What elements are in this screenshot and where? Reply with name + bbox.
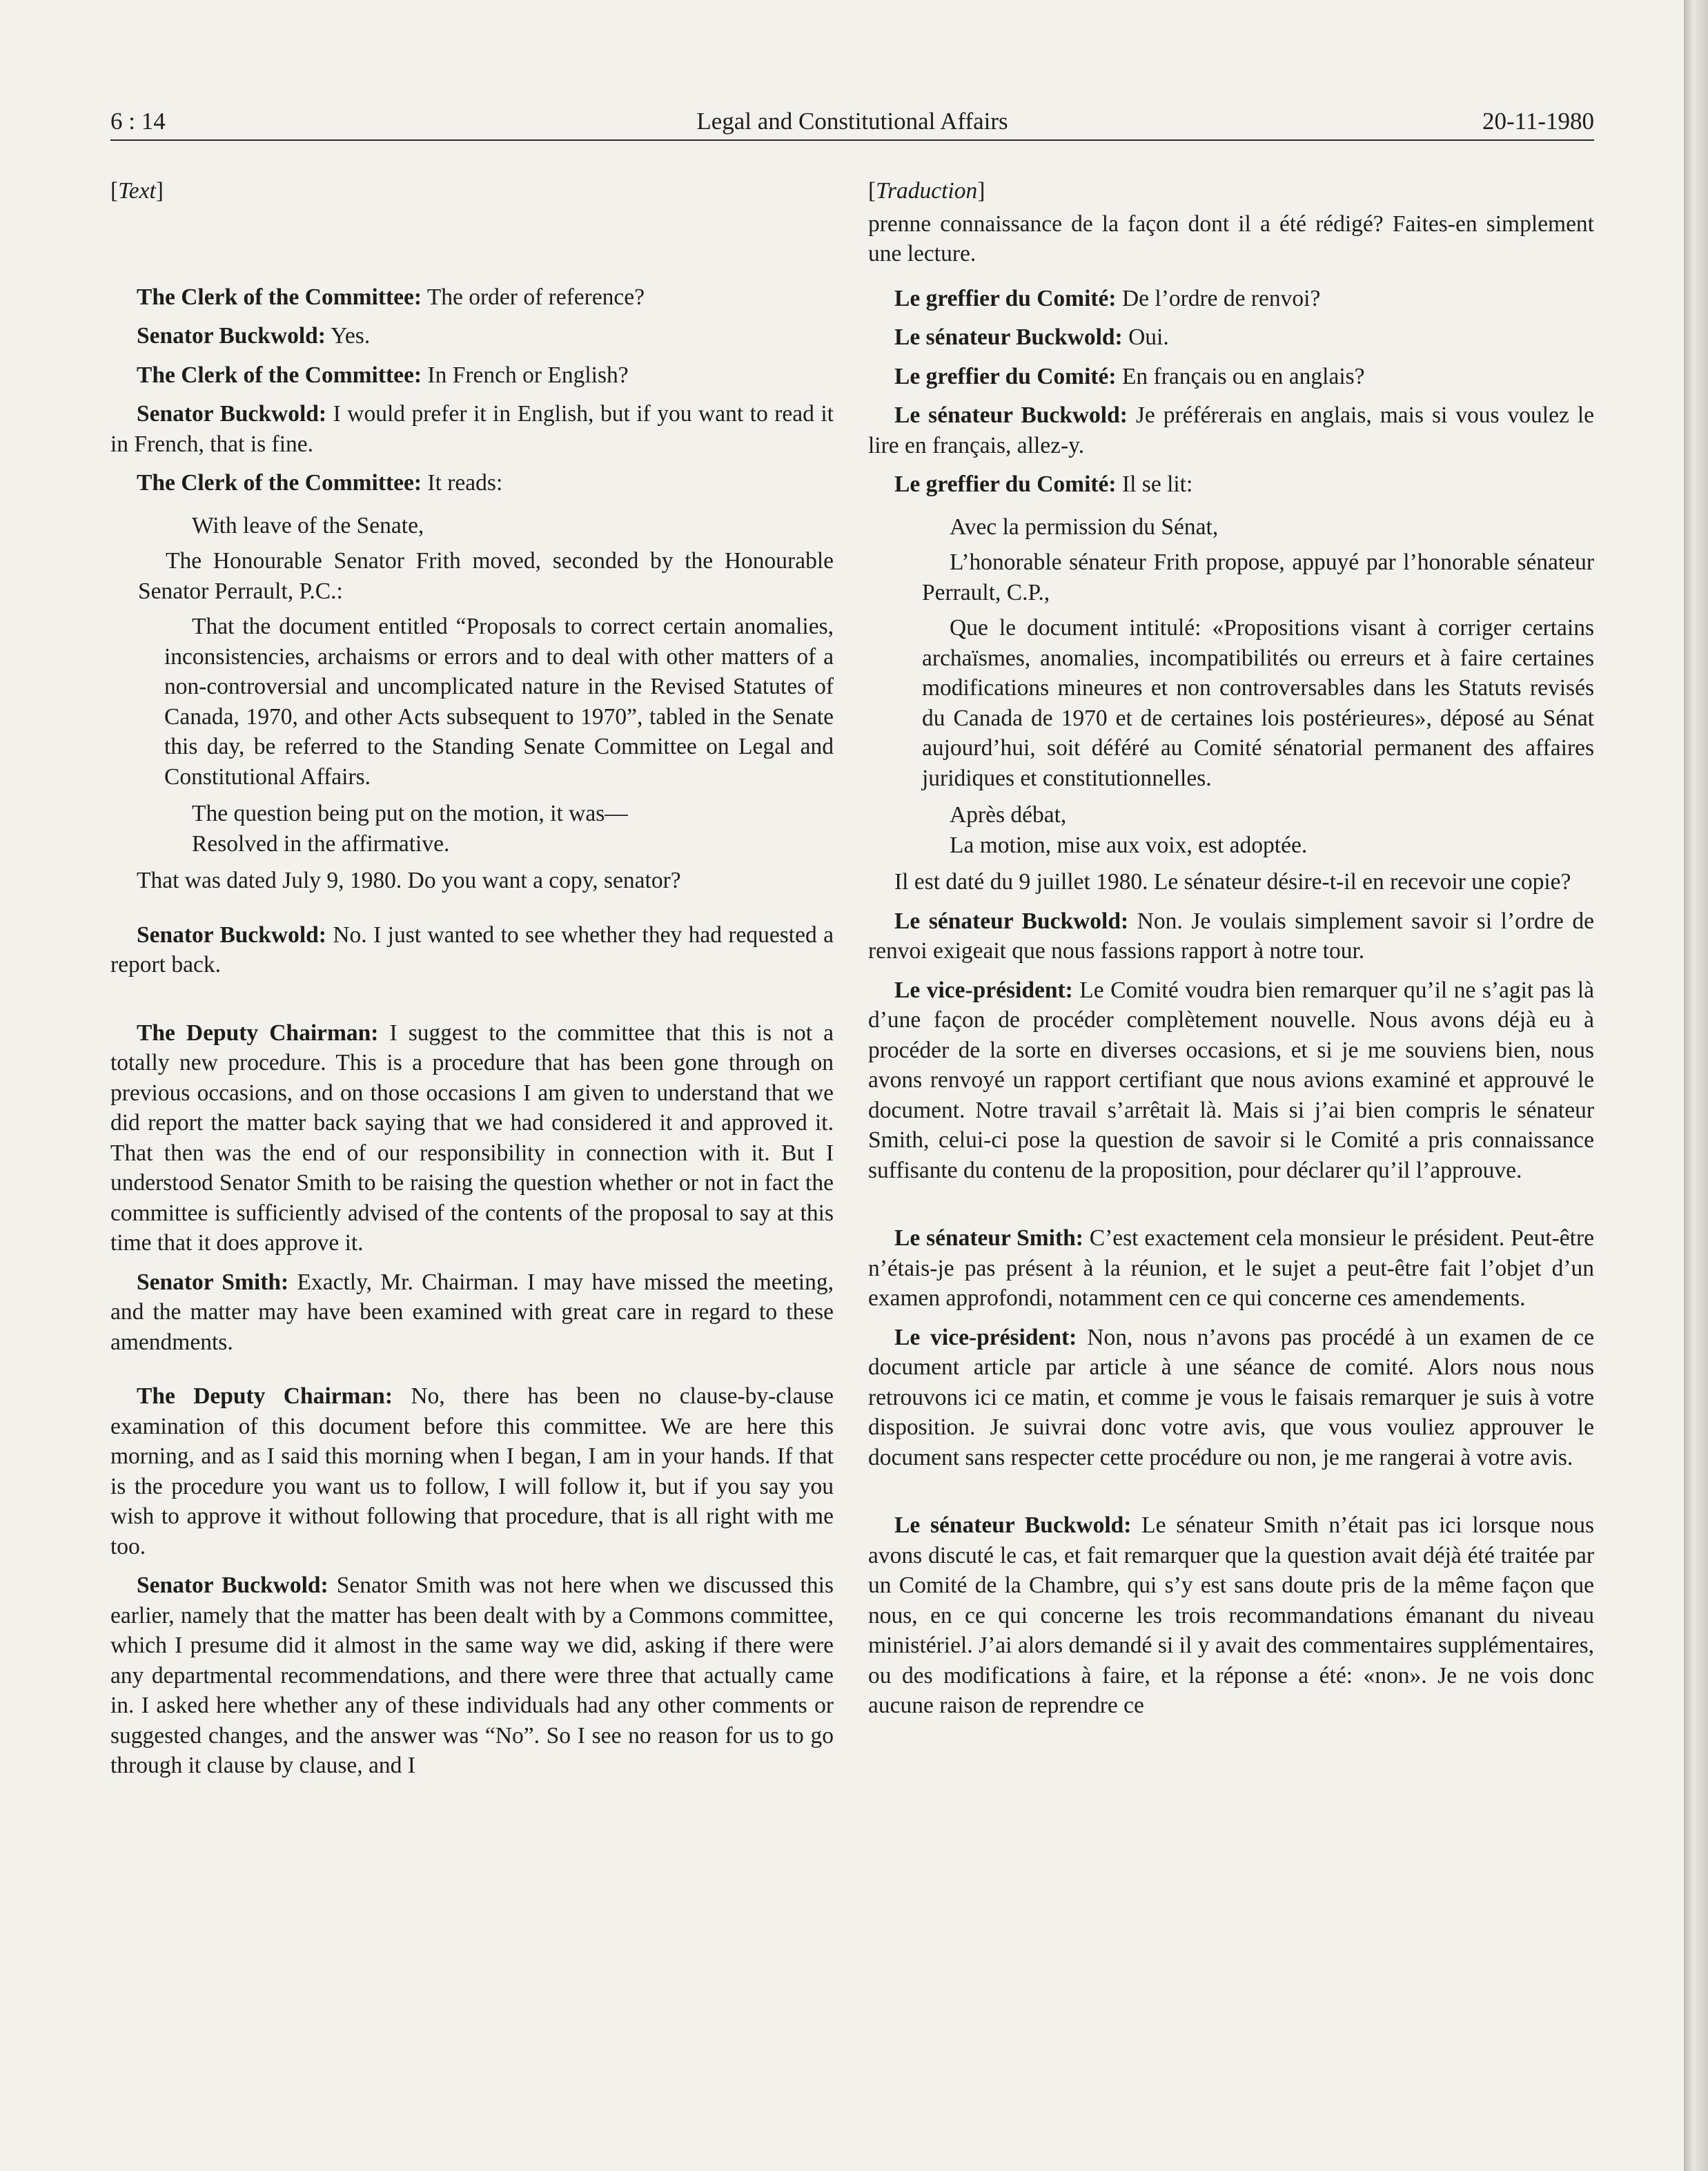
quote-line: With leave of the Senate, (192, 512, 424, 538)
speaker-name: Le vice-président: (894, 1324, 1077, 1350)
speech-paragraph: The Clerk of the Committee: In French or English? (137, 362, 629, 388)
quote-line: Avec la permission du Sénat, (950, 514, 1219, 540)
speaker-name: Senator Smith: (137, 1269, 289, 1295)
speaker-name: The Clerk of the Committee: (137, 284, 422, 310)
speech-paragraph: Senator Buckwold: I would prefer it in English, but if you want to read it in French, that is fine. (110, 401, 834, 457)
speech-paragraph: Le sénateur Smith: C’est exactement cela monsieur le président. Peut-être n’étais-je pas présent à la réunion, et le sujet a peut-être fait l’objet d’un examen approfondi, notamment cen ce qui concerne ces amendements. (868, 1225, 1594, 1311)
quote-line: L’honorable sénateur Frith propose, appuyé par l’honorable sénateur Perrault, C.P., (922, 549, 1594, 605)
page-number: 6 : 14 (110, 108, 166, 135)
speaker-name: Le sénateur Buckwold: (894, 908, 1129, 934)
french-column (868, 176, 1594, 1730)
speech-paragraph: Senator Buckwold: No. I just wanted to see whether they had requested a report back. (110, 922, 834, 977)
language-tag-text: [Text] (110, 178, 164, 204)
speech-paragraph: That was dated July 9, 1980. Do you want a copy, senator? (137, 868, 681, 893)
quote-line: The Honourable Senator Frith moved, seconded by the Honourable Senator Perrault, P.C.: (138, 548, 834, 604)
speaker-name: The Clerk of the Committee: (137, 470, 422, 496)
speaker-name: Le vice-président: (894, 977, 1073, 1003)
speaker-name: Le sénateur Buckwold: (894, 402, 1128, 428)
speech-paragraph: The Clerk of the Committee: The order of reference? (137, 284, 645, 310)
quote-line: The question being put on the motion, it was— (192, 801, 628, 826)
quote-line: Resolved in the affirmative. (192, 830, 450, 857)
speech-paragraph: Le sénateur Buckwold: Je préférerais en anglais, mais si vous voulez le lire en français, allez-y. (868, 402, 1595, 458)
speech-paragraph: Le greffier du Comité: En français ou en anglais? (894, 363, 1365, 389)
speech-paragraph: Senator Buckwold: Yes. (137, 323, 371, 349)
order-of-reference-quote (110, 511, 834, 859)
quote-line: That the document entitled “Proposals to correct certain anomalies, inconsistencies, archaisms or errors and to deal with other matters of a non-controversial and uncomplicated nature in the Revised Statutes of Canada, 1970, and other Acts subsequent to 1970”, tabled in the Senate this day, be referred to the Standing Senate Committee on Legal and Constitutional Affairs. (164, 614, 834, 790)
speaker-name: Senator Buckwold: (137, 323, 326, 349)
speech-paragraph: The Deputy Chairman: I suggest to the committee that this is not a totally new procedure. This is a procedure that has been gone through on previous occasions, and on those occasions I am given to understand that we did report the matter back saying that we had considered it and approved it. That then was the end of our responsibility in connection with it. But I understood Senator Smith to be raising the question whether or not in fact the committee is sufficiently advised of the contents of the proposal to say at this time that it does approve it. (110, 1020, 834, 1256)
speech-paragraph: Le sénateur Buckwold: Oui. (894, 324, 1169, 350)
speech-paragraph: The Clerk of the Committee: It reads: (137, 470, 503, 496)
speech-paragraph: Il est daté du 9 juillet 1980. Le sénateur désire-t-il en recevoir une copie? (894, 869, 1571, 895)
speaker-name: The Deputy Chairman: (137, 1020, 379, 1046)
speech-paragraph: The Deputy Chairman: No, there has been no clause-by-clause examination of this document before this committee. We are here this morning, and as I said this morning when I began, I am in your hands. If that is the procedure you want us to follow, I will follow it, but if you say you wish to approve it without following that procedure, that is all right with me too. (110, 1383, 834, 1559)
running-title: Legal and Constitutional Affairs (696, 108, 1008, 135)
quote-line: Après débat, (950, 802, 1067, 828)
speaker-name: The Clerk of the Committee: (137, 362, 422, 388)
speech-paragraph: Senator Buckwold: Senator Smith was not here when we discussed this earlier, namely that the matter has been dealt with by a Commons committee, which I presume did it almost in the same way we did, asking if there were any departmental recommendations, and there were three that actually came in. I asked here whether any of these individuals had any other comments or suggested changes, and the answer was “No”. So I see no reason for us to go through it clause by clause, and I (110, 1573, 834, 1778)
speaker-name: Senator Buckwold: (137, 1573, 328, 1598)
page-header (110, 102, 1594, 141)
sitting-date: 20-11-1980 (1482, 108, 1594, 135)
speaker-name: Senator Buckwold: (137, 401, 327, 427)
speech-paragraph: Le sénateur Buckwold: Le sénateur Smith n’était pas ici lorsque nous avons discuté le cas, et fait remarquer que la question avait déjà été traitée par un Comité de la Chambre, qui s’y est sans doute pris de la même façon que nous, en ce qui concerne les trois recommandations émanant du niveau ministériel. J’ai alors demandé si il y avait des commentaires supplémentaires, ou des modifications à faire, et la réponse a été: «non». Je ne vois donc aucune raison de reprendre ce (868, 1512, 1595, 1718)
speech-paragraph: Le sénateur Buckwold: Non. Je voulais simplement savoir si l’ordre de renvoi exigeait que nous fassions rapport à notre tour. (868, 908, 1594, 964)
speech-paragraph: prenne connaissance de la façon dont il a été rédigé? Faites-en simplement une lecture. (868, 211, 1594, 266)
speaker-name: Le sénateur Buckwold: (894, 324, 1123, 350)
speaker-name: The Deputy Chairman: (137, 1383, 393, 1409)
order-of-reference-quote (868, 512, 1594, 861)
speech-paragraph: Senator Smith: Exactly, Mr. Chairman. I may have missed the meeting, and the matter may have been examined with great care in regard to these amendments. (110, 1269, 834, 1355)
speaker-name: Le greffier du Comité: (894, 471, 1117, 497)
language-tag-traduction: [Traduction] (868, 178, 985, 204)
quote-line: Que le document intitulé: «Propositions visant à corriger certains archaïsmes, anomalies, incompatibilités ou erreurs et à faire certaines modifications mineures et non controversables dans les Statuts revisés du Canada de 1970 et de certaines lois postérieures», déposé au Sénat aujourd’hui, soit déféré au Comité sénatorial permanent des affaires juridiques et constitutionnelles. (922, 615, 1594, 791)
speaker-name: Senator Buckwold: (137, 922, 326, 948)
speaker-name: Le greffier du Comité: (894, 285, 1117, 311)
speaker-name: Le sénateur Buckwold: (894, 1512, 1132, 1538)
speech-paragraph: Le vice-président: Non, nous n’avons pas procédé à un examen de ce document article par article à une séance de comité. Alors nous nous retrouvons ici ce matin, et comme je vous le faisais remarquer je suis à votre disposition. Je suivrai donc votre avis, que vous vouliez approuver le document sans respecter cette procédure ou non, je me rangerai à votre avis. (868, 1324, 1594, 1470)
quote-line: La motion, mise aux voix, est adoptée. (950, 832, 1308, 858)
speaker-name: Le sénateur Smith: (894, 1225, 1083, 1251)
page-edge-shadow (1684, 0, 1708, 2171)
english-column (110, 176, 834, 1790)
speech-paragraph: Le greffier du Comité: Il se lit: (894, 471, 1193, 497)
speech-paragraph: Le vice-président: Le Comité voudra bien remarquer qu’il ne s’agit pas là d’une façon de procéder complètement nouvelle. Nous avons déjà eu à procéder de la sorte en diverses occasions, et si je me souviens bien, nous avons renvoyé un rapport certifiant que nous avions examiné et approuvé le document. Notre travail s’arrêtait là. Mais si j’ai bien compris le sénateur Smith, celui-ci pose la question de savoir si le Comité a pris connaissance suffisante du contenu de la proposition, pour déclarer qu’il l’approuve. (868, 977, 1594, 1183)
speaker-name: Le greffier du Comité: (894, 363, 1117, 389)
speech-paragraph: Le greffier du Comité: De l’ordre de renvoi? (894, 285, 1321, 311)
